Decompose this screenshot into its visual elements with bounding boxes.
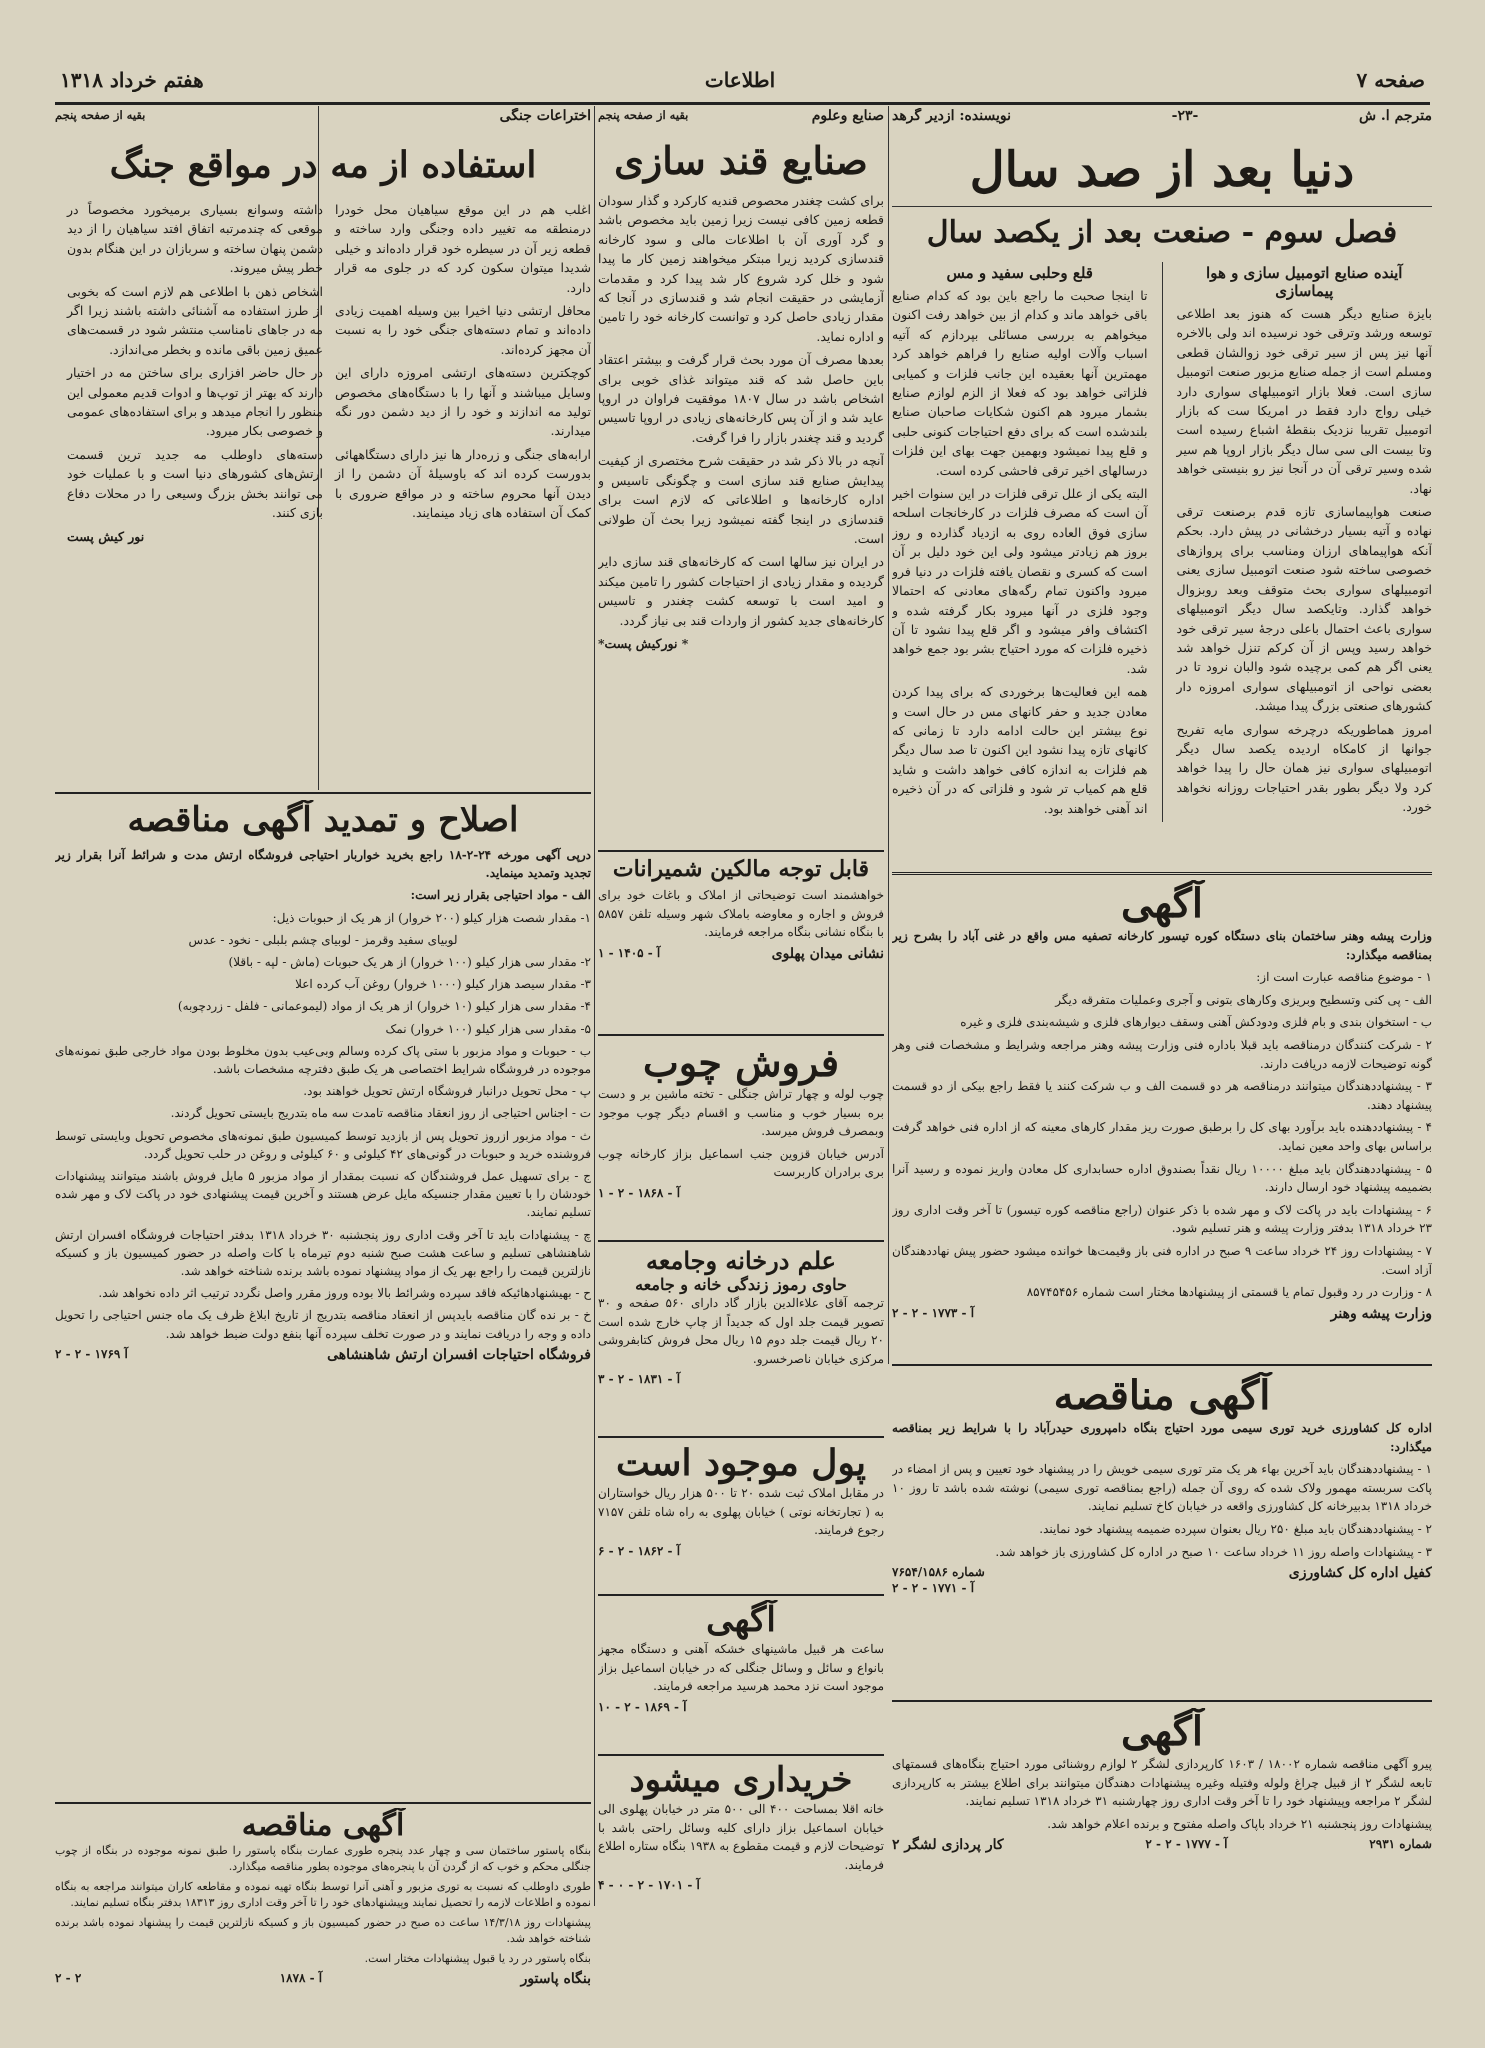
paragraph: چ - پیشنهادات باید تا آخر وقت اداری روز پنجشنبه ۳۰ خرداد ۱۳۱۸ بدفتر احتیاجات فروشگاه افسران ارتش شاهنشاهی تسلیم و ساعت هشت صبح شنبه دوم تیرماه با کات واصله در حضور کمیسیون باز و کسیکه نازلترین قیمت را راجع بهر یک از مواد پیشنهاد نموده باشد برنده شناخته خواهد شد. (55, 1227, 591, 1279)
issue-date: هفتم خرداد ۱۳۱۸ (60, 68, 204, 92)
paragraph: ۲- مقدار سی هزار کیلو (۱۰۰ خروار) از هر یک حبوبات (ماش - لپه - باقلا) (228, 955, 591, 970)
signoff: نور کیش پست (67, 528, 145, 544)
paragraph: ۴- مقدار سی هزار کیلو (۱۰ خروار) از هر یک از مواد (لیموعمانی - فلفل - زردچوبه) (177, 999, 591, 1014)
masthead-rule (55, 102, 1430, 105)
ad-ministry-tender (892, 880, 1432, 1350)
paragraph: صنعت هواپیماسازی تازه قدم برصنعت ترقی نهاده و آتیه بسیار درخشانی در پیش دارد. بحکم آنکه هواپیماهای ارزان ومناسب برای پروازهای خصوصی ساخته شود صنعت اتومبیل سازی یعنی اتومبیلهای سواری بحث متوقف وبعد روبزوال خواهد گذارد. وتایکصد سال دیگر اتومبیلهای سواری باعث احتمال باعلی درجهٔ سیر ترقی خود خواهد رسید وپس از آن کرکم تنزل خواهد شد یعنی اگر هم کمی برچیده شود والبان نرود تا در بعضی نواحی از اتومبیلهای سواری امروزه دار کشورهای صنعتی بزرگ پیدا میشد. (1176, 504, 1432, 714)
paragraph: ث - مواد مزبور ازروز تحویل پس از بازدید توسط کمیسیون طبق نمونه‌های مخصوص تحویل وبایستی توسط فروشنده خرید و حبوبات در گونی‌های ۴۲ کیلوئی و ۶۰ کیلوئی و روغن در حلب تحویل گردد. (55, 1128, 591, 1161)
section-rule (598, 1034, 884, 1036)
paragraph: در حال حاضر افزاری برای ساختن مه در اختیار دارند که بهتر از توپ‌ها و ادوات قدیم معمولی این منظور را انجام میدهد و برای استفاده‌های عمومی و خصوصی بکار میرود. (67, 365, 323, 439)
ad-signature: کار پردازی لشگر ۲ (892, 1837, 1004, 1854)
paragraph: ۲ - شرکت کنندگان درمناقصه باید قبلا باداره فنی وزارت پیشه وهنر مراجعه وشرایط و مشخصات فنی وهر گونه توضیحات لازمه دریافت دارند. (892, 1037, 1432, 1071)
section-rule (598, 1594, 884, 1596)
paragraph: در ایران نیز سالها است که کارخانه‌های قند سازی دایر گردیده و مقدار زیادی از احتیاجات کشور را تامین میکند و امید است با توسعه کشت چغندر و تاسیس کارخانه‌های جدید کشور از واردات قند بی نیاز گردد. (598, 554, 884, 628)
paragraph: آدرس خیابان قزوین جنب اسماعیل بزاز کارخانه چوب بری برادران کاربرست (598, 1146, 884, 1180)
section-rule (598, 1436, 884, 1438)
ad-title: قابل توجه مالکین شمیرانات (612, 856, 870, 882)
ad-signature: نشانی میدان پهلوی (771, 945, 884, 962)
paragraph: ۴ - پیشنهاددهنده باید برآورد بهای کل را برطبق صورت ریز مقدار کار‌های معینه که از اداره فنی خواهد گرفت براساس بهای واحد معین نماید. (892, 1120, 1432, 1153)
paragraph: داشته وسوانع بسیاری برمیخورد مخصوصاً در موقعی که چندمرتبه اتفاق افتد سیاهیان را از دید دشمن پنهان ساخته و سربازان در این هنگام بدون خطر پیش میروند. (67, 202, 323, 276)
ad-agriculture-tender (892, 1372, 1432, 1694)
paragraph: پیرو آگهی مناقصه شماره ۱۸۰۰۲ / ۱۶۰۳ کارپردازی لشگر ۲ لوازم روشنائی مورد احتیاج بنگاه‌های قسمتهای تابعه لشگر ۲ از قبیل چراغ ولوله وفتیله وغیره پیشنهادات دهندگان میتوانند برای اطلاع بیشتر به کارپردازی لشگر ۲ مراجعه وپیشنهاد خود را تا آخر وقت اداری روز چهارشنبه ۳۱ خرداد ۱۳۱۸ تسلیم نمایند. (892, 1757, 1432, 1809)
paragraph: ۵ - پیشنهاددهندگان باید مبلغ ۱۰۰۰۰ ریال نقداً بصندوق اداره حسابداری کل معادن واریز نموده و رسید آنرا بضمیمه پیشنهاد خود ارسال دارند. (892, 1161, 1432, 1195)
paragraph: ۱ - موضوع مناقصه عبارت است از: (1256, 970, 1432, 985)
paragraph: البته یکی از علل ترقی فلزات در این سنوات اخیر آن است که مصرف فلزات در کارخانجات اسلحه سازی فوق العاده روی به ازدیاد گذارده و روز بروز هم زیادتر میشود ولی این خود دلیل بر آن است که کسری و نقصان یافته فلزات در دنیا فرو میرود واکنون تمام رگه‌های معادنی که احتمالا وجود فلزی در آنها میرود بکار گرفته شده و اکتشاف وافر میشود و اگر قلع پیدا نشود تا آن ذخیره فلزات که مورد احتیاج بشر بود جمع خواهد شد. (892, 486, 1148, 676)
paragraph: ب - استخوان بندی و بام فلزی ودودکش آهنی وسقف دیوارهای فلزی و شیشه‌بندی فلزی و غیره (960, 1015, 1432, 1030)
paragraph: اشخاص ذهن با اطلاعی هم لازم است که بخوبی از طرز استفاده مه آشنائی داشته باشند زیرا اگر مه در جاهای نامناسب منتشر شود در قسمت‌های عمیق زمین باقی مانده و بخطر می‌اندازد. (67, 283, 323, 357)
ad-code: آ - ۱۷۷۷ - ۲ - ۲ (1145, 1837, 1228, 1852)
ad-subtitle: حاوی رموز زندگی خانه و جامعه (635, 1275, 847, 1294)
paragraph: چوب لوله و چهار تراش جنگلی - تخته ماشین بر و دست بره بسیار خوب و مناسب و اقسام دیگر چوب موجود وبمصرف فروش میرسد. (598, 1087, 884, 1139)
paragraph: طوری داوطلب که نسبت به توری مزبور و آهنی آنرا توسط بنگاه تهیه نموده و مقاطعه کاران میتوانند مراجعه به بنگاه نموده و اطلاعات لازمه را تحصیل نمایند وپیشنهادهای خود را تا آخر وقت اداری روز ۱۸۳۱۳ بدفتر بنگاه تسلیم نمایند. (55, 1880, 591, 1909)
paragraph: ۲ - پیشنهاددهندگان باید مبلغ ۲۵۰ ریال بعنوان سپرده ضمیمه پیشنهاد خود نمایند. (1039, 1521, 1432, 1536)
paragraph: ۱ - پیشنهاددهندگان باید آخرین بهاء هر یک متر توری سیمی خویش را در پیشنهاد خود تعیین و پس از امضاء در پاکت سربسته مهمور ولاک شده که روی آن جمله (راجع بمناقصه توری سیمی) نوشته شده باشد تا روز ۱۰ خرداد ۱۳۱۸ بدبیرخانه کل کشاورزی واقعه در خیابان کاخ تسلیم نمایند. (892, 1462, 1432, 1514)
ad-title: اصلاح و تمدید آگهی مناقصه (127, 800, 519, 840)
signoff: * نورکیش پست* (598, 635, 689, 651)
paragraph: ۸ - وزارت در رد وقبول تمام یا قسمتی از پیشنهادها مختار است شماره ۸۵۷۴۵۴۵۶ (1026, 1285, 1432, 1300)
section-rule (55, 1802, 591, 1804)
paragraph: خ - بر نده گان مناقصه بایدپس از انعقاد مناقصه بتدریج از تاریخ ابلاغ ظرف یک ماه جنس احتیاجی را تحویل داده و وجه را دریافت نمایند و در صورت تخلف سپرده آنها بنفع دولت ضبط خواهد شد. (55, 1308, 591, 1341)
ad-title: خریداری میشود (629, 1760, 853, 1800)
paragraph: ۶ - پیشنهادات باید در پاکت لاک و مهر شده با ذکر عنوان (راجع مناقصه کوره تیسور) تا آخر وقت اداری روز ۲۳ خرداد ۱۳۱۸ بدفتر وزارت پیشه و هنر تسلیم شود. (892, 1202, 1432, 1236)
ad-signature: بنگاه پاستور (520, 1971, 591, 1987)
serial-number: -۲۳- (1171, 108, 1199, 124)
ad-machines (598, 1600, 884, 1750)
ad-code: آ - ۱۸۳۱ - ۲ - ۳ (598, 1372, 681, 1387)
ad-signature: کفیل اداره کل کشاورزی (1288, 1565, 1432, 1582)
paragraph: ۵- مقدار سی هزار کیلو (۱۰۰ خروار) نمک (385, 1021, 591, 1036)
continued-label: بقیه از صفحه پنجم (55, 108, 146, 122)
paragraph: ۳ - پیشنهاددهندگان میتوانند درمناقصه هر دو قسمت الف و ب شرکت کنند یا فقط راجع بیکی از دو قسمت پیشنهاد دهند. (892, 1079, 1432, 1112)
ad-science-book (598, 1246, 884, 1434)
article-sugar-industry (598, 108, 884, 848)
ad-number: شماره ۲۹۳۱ (1369, 1837, 1432, 1852)
ad-signature: وزارت پیشه وهنر (1330, 1305, 1432, 1322)
paragraph: محافل ارتشی دنیا اخیرا بین وسیله اهمیت زیادی داده‌اند و تمام دسته‌های جنگی خود را به نسبت آن مجهز کرده‌اند. (335, 303, 591, 357)
ad-house-wanted (598, 1760, 884, 1990)
subsection-title: قلع وحلبی سفید و مس (946, 264, 1093, 282)
section-label: اختراعات جنگی (499, 108, 591, 124)
paragraph: پیشنهادات روز ۱۴/۳/۱۸ ساعت ده صبح در حضور کمیسیون باز و کسیکه نازلترین قیمت را پیشنهاد نموده باشد برنده شناخته خواهد شد. (55, 1916, 591, 1945)
ad-pasteur-tender (55, 1808, 591, 2033)
column-divider (594, 106, 595, 1906)
ad-code: آ ۱۷۶۹ - ۲ - ۲ (55, 1346, 128, 1361)
ad-title: آگهی (706, 1600, 776, 1640)
ad-title: آگهی (1121, 880, 1203, 927)
ad-number: شماره ۷۶۵۴/۱۵۸۶ (892, 1565, 985, 1580)
article-fog-war (55, 108, 591, 788)
paragraph: همه این فعالیت‌ها برخوردی که برای پیدا کردن معادن جدید و حفر کانهای مس در حال است و نوع بیشتر این حالت ادامه دارد تا زمانی که کانهای تازه پیدا نشود این اکنون تا صد سال دیگر هم فلزات به اندازه کافی خواهد داشت و شاید قلع هم کمیاب تر شود و فلزاتی که در آن ذخیره اند آهنی خواهند بود. (892, 684, 1148, 816)
ad-title: علم درخانه وجامعه (646, 1246, 836, 1275)
article-title: دنیا بعد از صد سال (969, 142, 1355, 198)
paragraph: ۱- مقدار شصت هزار کیلو (۲۰۰ خروار) از هر یک از حبوبات ذیل: (272, 910, 591, 925)
paragraph: پیشنهادات روز پنجشنبه ۲۱ خرداد باپاک واصله مفتوح و برنده اعلام خواهد شد. (1047, 1816, 1432, 1831)
ad-title: فروش چوب (643, 1040, 839, 1085)
ad-army-store-tender (55, 800, 591, 1800)
subsection-title: آینده صنایع اتومبیل سازی و هوا پیماسازی (1206, 264, 1403, 300)
ad-title: آگهی (1121, 1708, 1203, 1755)
ad-code: آ - ۱۸۷۸ (279, 1971, 323, 1985)
ad-title: پول موجود است (615, 1442, 867, 1484)
paragraph: پ - محل تحویل درانبار فروشگاه ارتش تحویل خواهند بود. (303, 1084, 591, 1099)
ad-title: آگهی مناقصه (241, 1808, 405, 1843)
section-rule (598, 1240, 884, 1242)
paragraph: دسته‌های داوطلب مه جدید ترین قسمت ارتش‌های کشورهای دنیا است و با عملیات خود می توانند بخش بزرگ وسیعی را در محلات دفاع بازی کنند. (67, 446, 323, 521)
paragraph: لوبیای سفید وقرمز - لوبیای چشم بلبلی - نخود - عدس (188, 932, 458, 947)
author-credit: نویسنده: ازدیر گرهد (892, 108, 1011, 124)
paper-name: اطلاعات (704, 68, 776, 92)
ad-army-lighting (892, 1708, 1432, 1988)
continued-label: بقیه از صفحه پنجم (598, 108, 689, 122)
ad-code: آ - ۱۷۷۳ - ۲ - ۲ (892, 1305, 975, 1320)
ad-code: آ - ۱۴۰۵ - ۱ (598, 945, 661, 960)
section-label: صنایع وعلوم (811, 108, 884, 124)
section-rule (892, 1700, 1432, 1702)
section-rule (598, 850, 884, 852)
translator-credit: مترجم ا. ش (1358, 108, 1432, 124)
paragraph: برای کشت چغندر محصوص قندیه کارکرد و گذار سودان قطعه زمین کافی نیست زیرا زمین باید مخصوص باشد و گرد آوری آن با اطلاعات مالی و سود کارخانه قندسازی کردید زیرا مبتکر میخواهند زمین کار ما پیدا شود و خلل کرد شروع کار شد پیدا کرد و مقدمات آزمایشی در حقیقت انجام شد و قندسازی در آنجا که مقدار زیادی حاصل کرد و توانست کارخانه خود را تامین و اداره نماید. (598, 193, 884, 344)
ad-code: آ - ۱۷۰۱ - ۲ - ۰ - ۴ (598, 1878, 700, 1893)
article-title: استفاده از مه در مواقع جنگ (109, 144, 537, 186)
paragraph: ۷ - پیشنهادات روز ۲۴ خرداد ساعت ۹ صبح در اداره فنی باز وقیمت‌ها خوانده میشود حضور پیش نهاددهندگان آزاد است. (892, 1243, 1432, 1277)
paragraph: امروز هماطوریکه درچرخه سواری مایه تفریح جوانها از کامکاه اردیده یکصد سال دیگر اتومبیلهای سواری نیز همان حال را پیدا خواهد کرد ولا دیگر بطور بقدر احتیاجات روزانه نخواهد خورد. (1176, 721, 1432, 815)
paragraph: خواهشمند است توضیحاتی از املاک و باغات خود برای فروش و اجاره و معاوضه باملاک شهر وسیله تلفن ۵۸۵۷ با بنگاه نشانی بنگاه مراجعه فرمایند. (598, 888, 884, 940)
article-title: صنایع قند سازی (614, 138, 868, 183)
ad-code: آ - ۱۷۷۱ - ۲ - ۲ (892, 1581, 975, 1596)
paragraph: الف - پی کنی وتسطیح وبریزی وکارهای بتونی و آجری وعملیات متفرقه دیگر (1055, 992, 1432, 1007)
subsection-car (1177, 262, 1433, 822)
paragraph: بایزة صنایع دیگر هست که هنوز بعد اطلاعی توسعه ورشد وترقی خود نرسیده اند ولی بالاخره آنها نیز پس از سیر ترقی خود زوالشان قطعی ومسلم است از جمله صنایع مزبور صنعت اتومبیل سازی است. فعلا بازار اتومبیلهای سواری دارد خیلی رواج دارد فقط در امریکا ست که بازار اتومبیل تقریبا نزدیک بنقطهٔ اشباع رسیده است وتا بیست الی سی سال دیگر بازار اروپا هم سیر شده وسیر ترقی آن در آنجا نیز رو بنیستی خواهد نهاد. (1176, 306, 1432, 496)
ad-money-available (598, 1442, 884, 1592)
paragraph: بعدها مصرف آن مورد بحث قرار گرفت و بیشتر اعتقاد باین حاصل شد که قند میتواند غذای خوبی برای اشخاص باشد در سال ۱۸۰۷ موفقیت فراوان در اروپا عاید شد و از آن پس کارخانه‌های زیادی در اروپا تاسیس گردید و قند چغندر بازار را فرا گرفت. (598, 352, 884, 445)
ad-code: آ - ۱۸۶۹ - ۲ - ۱۰ (598, 1699, 687, 1714)
ad-code-suffix: ۲ - ۲ (55, 1971, 82, 1985)
paragraph: ۳ - پیشنهادات واصله روز ۱۱ خرداد ساعت ۱۰ صبح در اداره کل کشاورزی باز خواهد شد. (995, 1544, 1432, 1559)
paragraph: ارابه‌های جنگی و زره‌دار ها نیز دارای دستگاههائی بدورست کرده اند که باوسیلهٔ آن دشمن را از دیدن آنها محروم ساخته و در مواقع ضروری با کمک آن استفاده های زیاد مینمایند. (335, 446, 591, 521)
paragraph: ۳- مقدار سیصد هزار کیلو (۱۰۰۰ خروار) روغن آب کرده اعلا (295, 977, 591, 992)
article-subtitle: فصل سوم - صنعت بعد از یکصد سال (892, 206, 1432, 250)
paragraph: ب - حبوبات و مواد مزبور با ستی پاک کرده وسالم وبی‌عیب بدون مخلوط بودن مواد خارجی طبق نمونه‌های موجوده در فروشگاه شرایط اختصاصی هر یک طبق دفترچه مشخصات باشد. (55, 1043, 591, 1077)
ad-code: آ - ۱۸۶۸ - ۲ - ۱ (598, 1185, 681, 1200)
paragraph: کوچکترین دسته‌های ارتشی امروزه دارای این وسایل میباشند و آنها را با دستگاه‌های مخصوص تولید مه اندازند و خود را از دید دشمن دور نگه میدارند. (335, 365, 591, 439)
paragraph: آنچه در بالا ذکر شد در حقیقت شرح مختصری از کیفیت پیدایش صنایع قند سازی است و چگونگی تاسیس و اداره کارخانه‌ها و اطلاعاتی که لازم است برای قندسازی در اینجا گفته نمیشود زیرا بحث آن طولانی است. (598, 453, 884, 546)
paragraph: وزارت پیشه وهنر ساختمان بنای دستگاه کوره تیسور کارخانه تصفیه مس واقع در غنی آباد را بشرح زیر بمناقصه میگذارد: (892, 929, 1432, 962)
paragraph: تا اینجا صحبت ما راجع باین بود که کدام صنایع باقی خواهد ماند و کدام از بین خواهد رفت اکنون میخواهم به بررسی مسائلی بپردازم که آتیه اسباب وآلات اولیه صنایع را فراهم خواهد کرد مهمترین آنها بعقیده این جانب فلزات و کمیابی فلزاتی خواهد بود که فعلا از الزم لوازم صنایع بشمار میرود هم اکنون شکایات صاحبان صنایع بلندشده است که برای دفع احتیاجات کنونی حلبی و قلع پیدا نمیشود وبهمین جهت بهای این فلزات درسالهای اخیر ترقی فاحشی کرده است. (892, 288, 1148, 478)
paragraph: خانه اقلا بمساحت ۴۰۰ الی ۵۰۰ متر در خیابان پهلوی الی خیابان اسماعیل بزاز دارای کلیه وسائل راحتی باشد با توضیحات لازم و قیمت مقطوع به ۱۹۳۸ بنگاه ستاره اطلاع فرمایند. (598, 1802, 884, 1872)
page-number: صفحه ۷ (1356, 68, 1425, 92)
column-divider (888, 106, 889, 1364)
ad-wood-sale (598, 1040, 884, 1236)
paragraph: بنگاه پاستور ساختمان سی و چهار عدد پنجره طوری عمارت بنگاه پاستور را طبق نمونه موجوده در بنگاه از چوب جنگلی محکم و خوب که از گردن آن با پنجره‌های موجوده بطور مناقصه میگذارد. (55, 1844, 591, 1873)
paragraph: در مقابل املاک ثبت شده ۲۰ تا ۵۰۰ هزار ریال خواستاران به ( تجارتخانه نوتی ) خیابان پهلوی به راه شاه تلفن ۷۱۵۷ رجوع فرمایند. (598, 1486, 884, 1538)
paragraph: اداره کل کشاورزی خرید توری سیمی مورد احتیاج بنگاه دامپروری حیدرآباد را با شرایط زیر بمناقصه میگذارد: (892, 1421, 1432, 1454)
section-rule (598, 1754, 884, 1756)
ad-shemiran-owners (598, 856, 884, 1030)
subsection-metals (892, 262, 1148, 822)
ad-code: آ - ۱۸۶۲ - ۲ - ۶ (598, 1543, 681, 1558)
section-rule (892, 1364, 1432, 1366)
paragraph: درپی آگهی مورخه ۲۴-۲-۱۸ راجع بخرید خواربار احتیاجی فروشگاه ارتش مدت و شرائط آنرا بقرار زیر تجدید وتمدید مینماید. (55, 848, 591, 881)
paragraph: ترجمه آقای علاءالدین بازار گاد دارای ۵۶۰ صفحه و ۳۰ تصویر قیمت جلد اول که جدیداً از چاپ خارج شده است ۲۰ ریال قیمت جلد دوم ۱۵ ریال محل فروش کتابفروشی مرکزی خیابان ناصرخسرو. (598, 1296, 884, 1366)
paragraph: اغلب هم در این موقع سیاهیان محل خودرا درمنطقه مه تغییر داده وجنگی وارد ساخته و قطعه زیر آن در سیطره خود قرار داده‌اند و خیلی شدیدا میتوان سکون کرد که در جلوی مه قرار دارد. (335, 202, 591, 295)
section-rule (55, 792, 591, 794)
section-rule (892, 872, 1432, 875)
ad-signature: فروشگاه احتیاجات افسران ارتش شاهنشاهی (327, 1346, 591, 1363)
paragraph: ساعت هر قبیل ماشینهای خشکه آهنی و دستگاه مجهز بانواع و سائل و وسائل جنگلی که در خیابان اسماعیل بزاز موجود است نزد محمد هرسید مراجعه فرمایند. (598, 1642, 884, 1694)
paragraph: ج - برای تسهیل عمل فروشندگان که نسبت بمقدار از مواد مزبور ۵ مایل فروش باشند میتوانند پیشنهادات خودشان را با تعیین مقدار جنسیکه مایل عرض هستند و آخرین قیمت پیشنهادی خود در پاکت لاک و مهر شده تسلیم نمایند. (55, 1169, 591, 1220)
ad-title: آگهی مناقصه (1053, 1372, 1271, 1419)
paragraph: ت - اجناس احتیاجی از روز انعقاد مناقصه تامدت سه ماه بتدریج بایستی تحویل گردند. (170, 1106, 591, 1121)
paragraph: بنگاه پاستور در رد یا قبول پیشنهادات مختار است. (364, 1952, 591, 1965)
paragraph: ح - بهیشنهادهائیکه فاقد سپرده وشرائط بالا بوده وروز مقرر واصل نگردد ترتیب اثر داده نخواهد شد. (98, 1286, 591, 1301)
paragraph: الف - مواد احتیاجی بقرار زیر است: (410, 888, 591, 903)
